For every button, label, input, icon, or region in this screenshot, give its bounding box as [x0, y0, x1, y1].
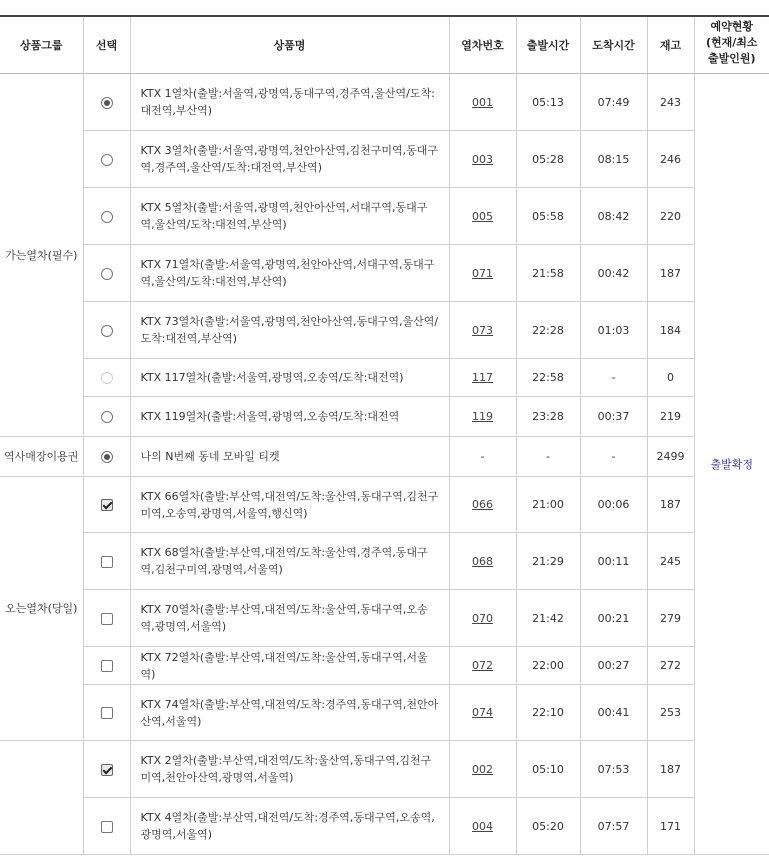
train-no-link[interactable]: 070 [472, 611, 493, 625]
checkbox[interactable] [101, 499, 113, 511]
product-name: KTX 5열차(출발:서울역,광명역,천안아산역,서대구역,동대구역,울산역/도착:대전역,부산역) [130, 188, 449, 245]
product-name: 나의 N번째 동네 모바일 티켓 [130, 437, 449, 477]
train-no-link[interactable]: 066 [472, 498, 493, 511]
depart-time: 05:20 [516, 798, 580, 855]
product-name: KTX 3열차(출발:서울역,광명역,천안아산역,김천구미역,동대구역,경주역,울산역/도착:대전역,부산역) [130, 131, 449, 188]
train-no-link[interactable]: 071 [472, 266, 493, 280]
train-no-link[interactable]: 003 [472, 152, 493, 166]
depart-time: 05:13 [516, 74, 580, 131]
header-product: 상품명 [130, 16, 449, 74]
table-row [0, 188, 769, 245]
depart-time: - [516, 437, 580, 477]
header-stock: 재고 [647, 16, 694, 74]
train-no-link[interactable]: 001 [472, 95, 493, 109]
depart-time: 22:58 [516, 359, 580, 397]
table-row [0, 245, 769, 302]
train-no-cell [449, 397, 516, 437]
radio-button[interactable] [101, 268, 113, 280]
train-no-link[interactable]: 119 [472, 410, 493, 423]
depart-time: 21:58 [516, 245, 580, 302]
table-row [0, 397, 769, 437]
select-cell [83, 359, 130, 397]
train-no-link[interactable]: 073 [472, 323, 493, 337]
select-cell [83, 302, 130, 359]
group-return: 오는열차(당일) [0, 477, 83, 741]
arrive-time: 00:21 [580, 590, 647, 647]
product-name: KTX 66열차(출발:부산역,대전역/도착:울산역,동대구역,김천구미역,오송역,광명역,서울역,행신역) [130, 477, 449, 533]
table-row [0, 359, 769, 397]
header-status [694, 16, 769, 74]
arrive-time: 00:06 [580, 477, 647, 533]
stock-count: 187 [647, 477, 694, 533]
train-no-cell [449, 359, 516, 397]
table-row [0, 477, 769, 533]
select-cell [83, 477, 130, 533]
depart-time: 22:28 [516, 302, 580, 359]
stock-count: 279 [647, 590, 694, 647]
product-name: KTX 68열차(출발:부산역,대전역/도착:울산역,경주역,동대구역,김천구미역,광명역,서울역) [130, 533, 449, 590]
radio-button[interactable] [101, 154, 113, 166]
group-extra [0, 741, 83, 855]
train-no-cell [449, 131, 516, 188]
product-name: KTX 71열차(출발:서울역,광명역,천안아산역,서대구역,동대구역,울산역/도착:대전역,부산역) [130, 245, 449, 302]
header-row [0, 16, 769, 74]
depart-time: 23:28 [516, 397, 580, 437]
product-name: KTX 4열차(출발:부산역,대전역/도착:경주역,동대구역,오송역,광명역,서울역) [130, 798, 449, 855]
train-no-cell [449, 741, 516, 798]
arrive-time: 07:57 [580, 798, 647, 855]
arrive-time: 00:42 [580, 245, 647, 302]
select-cell [83, 798, 130, 855]
select-cell [83, 647, 130, 685]
train-no-link[interactable]: 074 [472, 706, 493, 719]
stock-count: 253 [647, 685, 694, 741]
train-no-cell [449, 74, 516, 131]
header-status-line2: (현재/최소 [705, 36, 758, 49]
select-cell [83, 685, 130, 741]
train-no-cell [449, 188, 516, 245]
product-table [0, 15, 769, 855]
checkbox[interactable] [101, 764, 113, 776]
radio-button[interactable] [101, 211, 113, 223]
radio-button-disabled [101, 372, 113, 384]
train-no-link[interactable]: 117 [472, 371, 493, 384]
stock-count: 0 [647, 359, 694, 397]
header-status-line1: 예약현황 [710, 20, 753, 33]
table-row [0, 647, 769, 685]
header-train-no: 열차번호 [449, 16, 516, 74]
header-select: 선택 [83, 16, 130, 74]
select-cell [83, 437, 130, 477]
depart-time: 05:28 [516, 131, 580, 188]
arrive-time: - [580, 437, 647, 477]
stock-count: 219 [647, 397, 694, 437]
arrive-time: 07:49 [580, 74, 647, 131]
stock-count: 220 [647, 188, 694, 245]
stock-count: 243 [647, 74, 694, 131]
status-confirmed: 출발확정 [710, 457, 753, 471]
train-no-cell [449, 647, 516, 685]
train-no-cell [449, 798, 516, 855]
radio-button[interactable] [101, 97, 113, 109]
product-name: KTX 73열차(출발:서울역,광명역,천안아산역,동대구역,울산역/도착:대전역,부산역) [130, 302, 449, 359]
train-no-link[interactable]: 005 [472, 209, 493, 223]
product-name: KTX 1열차(출발:서울역,광명역,동대구역,경주역,울산역/도착:대전역,부산역) [130, 74, 449, 131]
table-row [0, 741, 769, 798]
depart-time: 21:29 [516, 533, 580, 590]
table-row [0, 437, 769, 477]
train-no-cell [449, 302, 516, 359]
stock-count: 2499 [647, 437, 694, 477]
stock-count: 272 [647, 647, 694, 685]
stock-count: 184 [647, 302, 694, 359]
arrive-time: - [580, 359, 647, 397]
arrive-time: 07:53 [580, 741, 647, 798]
select-cell [83, 245, 130, 302]
table-row [0, 685, 769, 741]
train-no-cell: - [449, 437, 516, 477]
select-cell [83, 74, 130, 131]
product-name: KTX 119열차(출발:서울역,광명역,오송역/도착:대전역 [130, 397, 449, 437]
checkbox[interactable] [101, 556, 113, 568]
header-status-line3: 출발인원) [707, 52, 756, 65]
radio-button[interactable] [101, 411, 113, 423]
radio-button[interactable] [101, 325, 113, 337]
product-name: KTX 70열차(출발:부산역,대전역/도착:울산역,동대구역,오송역,광명역,서울역) [130, 590, 449, 647]
depart-time: 22:10 [516, 685, 580, 741]
table-row [0, 798, 769, 855]
arrive-time: 00:27 [580, 647, 647, 685]
arrive-time: 08:15 [580, 131, 647, 188]
header-depart: 출발시간 [516, 16, 580, 74]
train-no-link[interactable]: 004 [472, 819, 493, 833]
stock-count: 187 [647, 245, 694, 302]
arrive-time: 00:11 [580, 533, 647, 590]
product-name: KTX 117열차(출발:서울역,광명역,오송역/도착:대전역) [130, 359, 449, 397]
depart-time: 05:10 [516, 741, 580, 798]
stock-count: 171 [647, 798, 694, 855]
status-cell [694, 74, 769, 855]
table-row [0, 131, 769, 188]
header-group: 상품그룹 [0, 16, 83, 74]
product-name: KTX 74열차(출발:부산역,대전역/도착:경주역,동대구역,천안아산역,서울역) [130, 685, 449, 741]
depart-time: 21:42 [516, 590, 580, 647]
table-row [0, 590, 769, 647]
depart-time: 21:00 [516, 477, 580, 533]
arrive-time: 01:03 [580, 302, 647, 359]
select-cell [83, 741, 130, 798]
train-no-cell [449, 245, 516, 302]
stock-count: 246 [647, 131, 694, 188]
depart-time: 05:58 [516, 188, 580, 245]
checkbox[interactable] [101, 613, 113, 625]
header-arrive: 도착시간 [580, 16, 647, 74]
checkbox[interactable] [101, 707, 113, 719]
stock-count: 245 [647, 533, 694, 590]
select-cell [83, 188, 130, 245]
train-no-cell [449, 685, 516, 741]
checkbox[interactable] [101, 821, 113, 833]
product-name: KTX 72열차(출발:부산역,대전역/도착:울산역,동대구역,서울역) [130, 647, 449, 685]
train-no-link[interactable]: 068 [472, 554, 493, 568]
arrive-time: 08:42 [580, 188, 647, 245]
table-row [0, 74, 769, 131]
select-cell [83, 590, 130, 647]
checkbox[interactable] [101, 660, 113, 672]
train-no-cell [449, 533, 516, 590]
group-going: 가는열차(필수) [0, 74, 83, 437]
table-row [0, 302, 769, 359]
select-cell [83, 131, 130, 188]
arrive-time: 00:41 [580, 685, 647, 741]
train-no-cell [449, 590, 516, 647]
radio-button[interactable] [101, 451, 113, 463]
train-no-link[interactable]: 072 [472, 659, 493, 672]
select-cell [83, 533, 130, 590]
train-no-cell [449, 477, 516, 533]
table-row [0, 533, 769, 590]
group-ticket: 역사매장이용권 [0, 437, 83, 477]
arrive-time: 00:37 [580, 397, 647, 437]
select-cell [83, 397, 130, 437]
train-no-link[interactable]: 002 [472, 762, 493, 776]
stock-count: 187 [647, 741, 694, 798]
depart-time: 22:00 [516, 647, 580, 685]
product-name: KTX 2열차(출발:부산역,대전역/도착:울산역,동대구역,김천구미역,천안아산역,광명역,서울역) [130, 741, 449, 798]
